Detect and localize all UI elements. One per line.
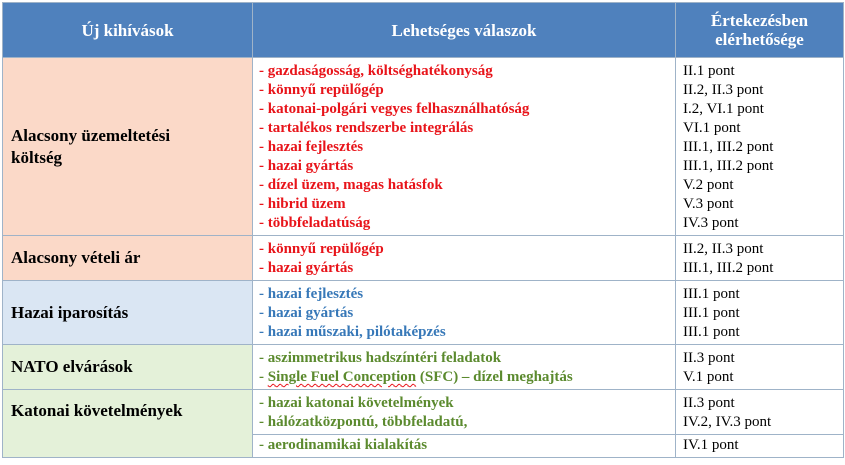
answer-item: - tartalékos rendszerbe integrálás [259, 120, 474, 136]
answer-item: - aszimmetrikus hadszíntéri feladatok [259, 350, 502, 366]
ref-item: III.1 pont [683, 305, 740, 321]
answer-prefix: - [259, 369, 268, 385]
answer-item: - aerodinamikai kialakítás [259, 437, 428, 453]
answers-cell [253, 236, 676, 281]
answer-item: - könnyű repülőgép [259, 241, 384, 257]
answer-item: - dízel üzem, magas hatásfok [259, 177, 443, 193]
answer-item: - katonai-polgári vegyes felhasználhatóság [259, 101, 530, 117]
answer-item: - gazdaságosság, költséghatékonyság [259, 63, 493, 79]
refs-cell [676, 345, 844, 390]
ref-item: VI.1 pont [683, 120, 741, 136]
answer-item: - hazai fejlesztés [259, 139, 364, 155]
answer-item [259, 368, 675, 387]
answer-item: - hazai katonai követelmények [259, 395, 454, 411]
ref-item: IV.3 pont [683, 215, 739, 231]
answers-cell [253, 58, 676, 236]
ref-item: II.3 pont [683, 350, 735, 366]
refs-cell [676, 58, 844, 236]
table-row [3, 281, 844, 345]
answer-item: - könnyű repülőgép [259, 82, 384, 98]
header-possible-answers: Lehetséges válaszok [253, 3, 676, 58]
ref-item: V.1 pont [683, 369, 734, 385]
category-label: NATO elvárások [11, 357, 133, 376]
ref-item: IV.2, IV.3 pont [683, 414, 772, 430]
table-row [3, 390, 844, 435]
challenges-table [2, 2, 844, 458]
spellcheck-underlined-text: Single Fuel Conception [267, 369, 417, 385]
table-row [3, 58, 844, 236]
header-availability-line1: Értekezésben [710, 11, 809, 30]
ref-item: II.2, II.3 pont [683, 82, 764, 98]
header-availability [676, 3, 844, 58]
category-label: Alacsony vételi ár [11, 248, 141, 267]
ref-item: II.3 pont [683, 395, 735, 411]
ref-item: II.1 pont [683, 63, 735, 79]
category-label: Hazai iparosítás [11, 302, 129, 322]
answers-cell [253, 390, 676, 435]
header-new-challenges: Új kihívások [3, 3, 253, 58]
answer-suffix: (SFC) – dízel meghajtás [416, 369, 573, 385]
answer-item: - hazai fejlesztés [259, 286, 364, 302]
refs-cell [676, 390, 844, 435]
category-cell [3, 281, 253, 345]
refs-cell [676, 236, 844, 281]
category-label: költség [11, 147, 62, 167]
answer-item: - hazai műszaki, pilótaképzés [259, 324, 446, 340]
category-cell [3, 345, 253, 390]
ref-item: V.3 pont [683, 196, 734, 212]
answers-cell [253, 435, 676, 458]
answer-item: - többfeladatúság [259, 215, 371, 231]
ref-item: IV.1 pont [683, 437, 739, 453]
ref-item: III.1, III.2 pont [683, 260, 774, 276]
category-label: Katonai követelmények [11, 401, 183, 420]
answer-item: - hálózatközpontú, többfeladatú, [259, 414, 468, 430]
category-label: Alacsony üzemeltetési [11, 125, 171, 145]
category-cell [3, 390, 253, 458]
answer-item: - hazai gyártás [259, 260, 354, 276]
answer-item: - hazai gyártás [259, 305, 354, 321]
refs-cell [676, 435, 844, 458]
category-cell [3, 58, 253, 236]
ref-item: III.1 pont [683, 286, 740, 302]
ref-item: III.1 pont [683, 324, 740, 340]
header-availability-line2: elérhetősége [715, 30, 804, 49]
category-cell [3, 236, 253, 281]
answers-cell [253, 281, 676, 345]
ref-item: I.2, VI.1 pont [683, 101, 764, 117]
ref-item: III.1, III.2 pont [683, 158, 774, 174]
ref-item: II.2, II.3 pont [683, 241, 764, 257]
answer-item: - hibrid üzem [259, 196, 346, 212]
refs-cell [676, 281, 844, 345]
ref-item: III.1, III.2 pont [683, 139, 774, 155]
answers-cell [253, 345, 676, 390]
answer-item: - hazai gyártás [259, 158, 354, 174]
table-row [3, 236, 844, 281]
header-row [3, 3, 844, 58]
ref-item: V.2 pont [683, 177, 734, 193]
table-row [3, 345, 844, 390]
